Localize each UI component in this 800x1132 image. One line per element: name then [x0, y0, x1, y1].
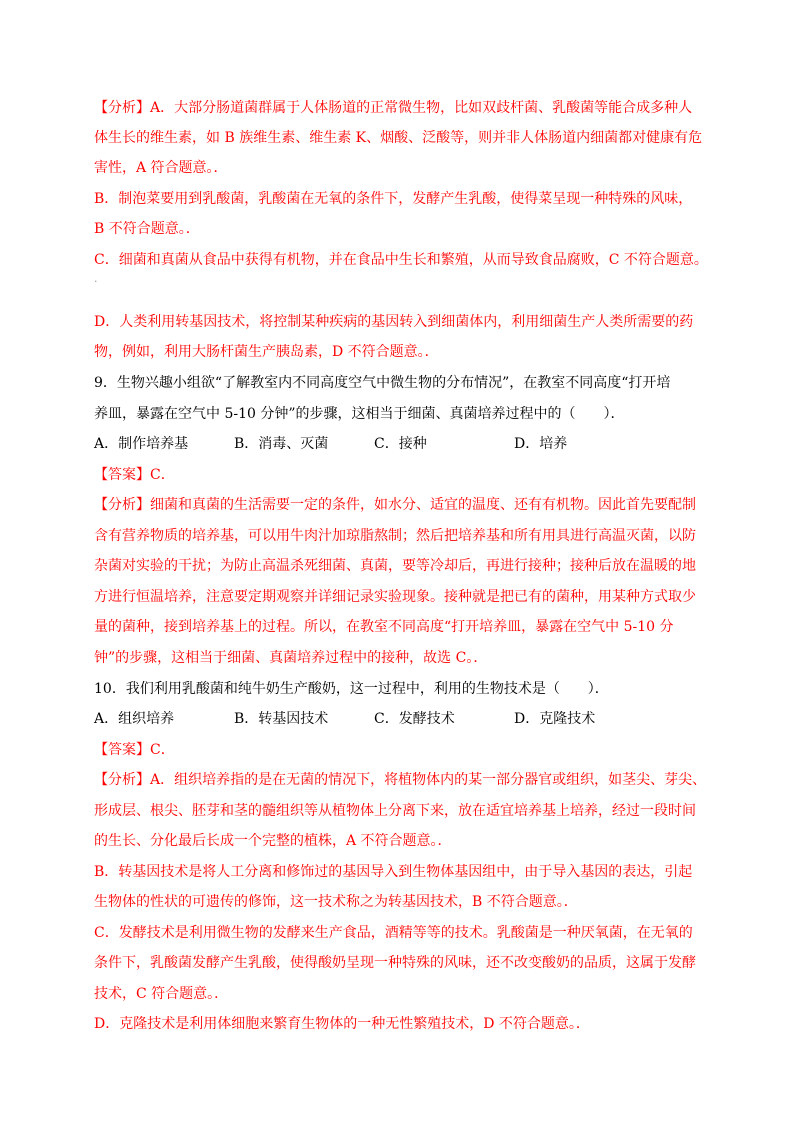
question-10-line-1: 10．我们利用乳酸菌和纯牛奶生产酸奶，这一过程中，利用的生物技术是（ ）． [94, 681, 609, 697]
analysis-8-line-4: B．制泡菜要用到乳酸菌，乳酸菌在无氧的条件下，发酵产生乳酸，使得菜呈现一种特殊的风味， [94, 191, 693, 207]
question-10-analysis-line-8: 技术，C 符合题意。． [94, 986, 229, 1002]
question-9-answer: 【答案】C． [94, 467, 175, 483]
question-10-analysis-line-7: 条件下，乳酸菌发酵产生乳酸，使得酸奶呈现一种特殊的风味，还不改变酸奶的品质，这属于发酵 [94, 955, 696, 971]
question-9-analysis-line-4: 方进行恒温培养，注意要定期观察并详细记录实验现象。接种就是把已有的菌种，用某种方式取少 [94, 589, 696, 605]
analysis-8-line-9: 物，例如，利用大肠杆菌生产胰岛素，D 不符合题意。． [94, 344, 439, 360]
question-10-answer: 【答案】C． [94, 742, 175, 758]
question-10-analysis-line-6: C．发酵技术是利用微生物的发酵来生产食品，酒精等等的技术。乳酸菌是一种厌氧菌，在无氧的 [94, 925, 693, 941]
question-10-option-b: B．转基因技术 [234, 711, 329, 727]
question-10-option-d: D．克隆技术 [514, 711, 596, 727]
analysis-8-line-5: B 不符合题意。． [94, 221, 200, 237]
analysis-8-line-1: 【分析】A．大部分肠道菌群属于人体肠道的正常微生物，比如双歧杆菌、乳酸菌等能合成多种人 [94, 100, 693, 116]
question-10-analysis-line-9: D．克隆技术是利用体细胞来繁育生物体的一种无性繁殖技术，D 不符合题意。． [94, 1016, 590, 1032]
analysis-8-line-6: C．细菌和真菌从食品中获得有机物，并在食品中生长和繁殖，从而导致食品腐败，C 不符合题意。 [94, 252, 708, 268]
analysis-8-line-2: 体生长的维生素，如 B 族维生素、维生素 K、烟酸、泛酸等，则并非人体肠道内细菌都对健康有危 [94, 130, 703, 146]
question-9-option-d: D．培养 [514, 436, 568, 452]
question-9-line-2: 养皿，暴露在空气中 5-10 分钟”的步骤，这相当于细菌、真菌培养过程中的（ ）． [94, 406, 625, 422]
question-9-option-c: C．接种 [374, 436, 427, 452]
question-9-analysis-line-3: 杂菌对实验的干扰；为防止高温杀死细菌、真菌，要等冷却后，再进行接种；接种后放在温暖的地 [94, 558, 696, 574]
question-10-analysis-line-3: 的生长、分化最后长成一个完整的植株，A 不符合题意。． [94, 833, 452, 849]
question-9-analysis-line-1: 【分析】细菌和真菌的生活需要一定的条件，如水分、适宜的温度、还有有机物。因此首先要配制 [94, 497, 696, 513]
question-9-option-b: B．消毒、灭菌 [234, 436, 329, 452]
analysis-8-line-3: 害性，A 符合题意。． [94, 160, 228, 176]
question-10-analysis-line-5: 生物体的性状的可遗传的修饰，这一技术称之为转基因技术，B 不符合题意。． [94, 894, 578, 910]
question-9-line-1: 9．生物兴趣小组欲“了解教室内不同高度空气中微生物的分布情况”，在教室不同高度“打开培 [94, 375, 671, 391]
analysis-8-line-8: D．人类利用转基因技术，将控制某种疾病的基因转入到细菌体内，利用细菌生产人类所需要的药 [94, 314, 694, 330]
question-10-analysis-line-2: 形成层、根尖、胚芽和茎的髓组织等从植物体上分离下来，放在适宜培养基上培养，经过一段时间 [94, 803, 696, 819]
question-9-analysis-line-5: 量的菌种，接到培养基上的过程。所以，在教室不同高度“打开培养皿，暴露在空气中 5-10 分 [94, 619, 674, 635]
analysis-8-line-7: · [94, 275, 98, 288]
question-10-analysis-line-4: B．转基因技术是将人工分离和修饰过的基因导入到生物体基因组中，由于导入基因的表达，引起 [94, 864, 693, 880]
question-10-analysis-line-1: 【分析】A．组织培养指的是在无菌的情况下，将植物体内的某一部分器官或组织，如茎尖、芽尖、 [94, 772, 707, 788]
question-9-option-a: A．制作培养基 [94, 436, 189, 452]
question-9-analysis-line-2: 含有营养物质的培养基，可以用牛肉汁加琼脂熬制；然后把培养基和所有用具进行高温灭菌，以防 [94, 528, 696, 544]
question-10-option-a: A．组织培养 [94, 711, 175, 727]
question-9-analysis-line-6: 钟”的步骤，这相当于细菌、真菌培养过程中的接种，故选 C。． [94, 650, 488, 666]
question-10-option-c: C．发酵技术 [374, 711, 455, 727]
